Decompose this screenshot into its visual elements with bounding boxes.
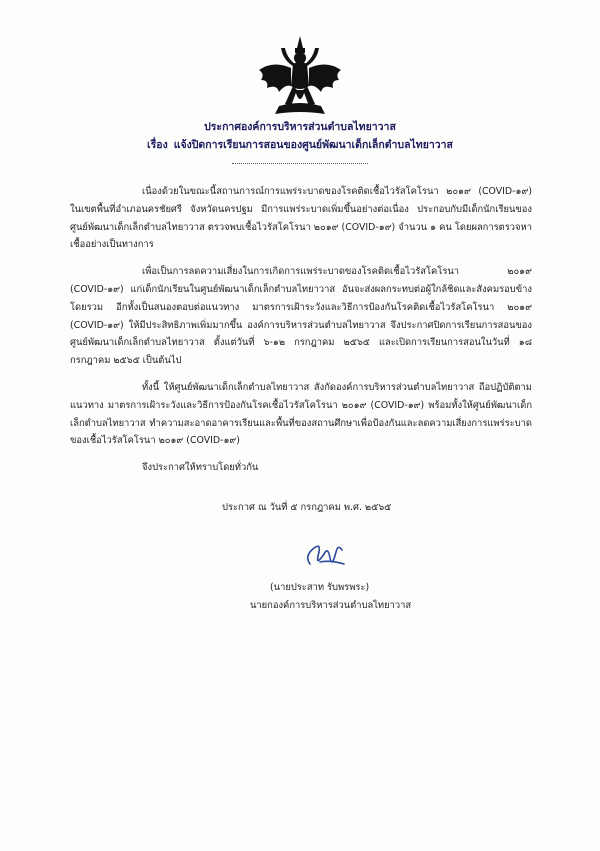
paragraph-measures: ทั้งนี้ ให้ศูนย์พัฒนาเด็กเล็กตำบลไทยาวาส สังกัดองค์การบริหารส่วนตำบลไทยาวาส ถือปฏิบัติตามแนวทาง มาตรการเฝ้าระวังและวิธีการป้องกันโรคเชื้อไวรัสโคโรนา ๒๐๑๙ (COVID-๑๙) พร้อมทั้งให้ศูนย์พัฒนาเด็กเล็กตำบลไทยาวาส ทำความสะอาดอาคารเรียนและพื้นที่ของสถานศึกษาเพื่อป้องกันและลดความเสี่ยงการแพร่ระบาดของเชื้อไวรัสโคโรนา ๒๐๑๙ (COVID-๑๙): [70, 381, 532, 447]
announcement-date: ประกาศ ณ วันที่ ๕ กรกฎาคม พ.ศ. ๒๕๖๕: [222, 502, 392, 513]
announcement-org-title: ประกาศองค์การบริหารส่วนตำบลไทยาวาส: [204, 121, 396, 133]
garuda-emblem-icon: [255, 34, 345, 119]
title-divider: [232, 163, 368, 164]
paragraph-closure: เพื่อเป็นการลดความเสี่ยงในการเกิดการแพร่ระบาดของโรคติดเชื้อไวรัสโคโรนา ๒๐๑๙ (COVID-๑๙) แก่เด็กนักเรียนในศูนย์พัฒนาเด็กเล็กตำบลไทยาวาส อันจะส่งผลกระทบต่อผู้ใกล้ชิดและสังคมรอบข้างโดยรวม อีกทั้งเป็นสนองตอบต่อแนวทาง มาตรการเฝ้าระวังและวิธีการป้องกันโรคติดเชื้อไวรัสโคโรนา ๒๐๑๙ (COVID-๑๙) ให้มีประสิทธิภาพเพิ่มมากขึ้น องค์การบริหารส่วนตำบลไทยาวาส จึงประกาศปิดการเรียนการสอนของศูนย์พัฒนาเด็กเล็กตำบลไทยาวาส ตั้งแต่วันที่ ๖-๑๒ กรกฎาคม ๒๕๖๕ และเปิดการเรียนการสอนในวันที่ ๑๘ กรกฎาคม ๒๕๖๕ เป็นต้นไป: [70, 266, 532, 367]
announcement-subject: [0, 137, 600, 153]
signer-name: (นายประสาท รับพรพระ): [270, 582, 370, 593]
signature-icon: [300, 534, 350, 574]
subject-text: แจ้งปิดการเรียนการสอนของศูนย์พัฒนาเด็กเล็กตำบลไทยาวาส: [173, 139, 453, 151]
signer-position: นายกองค์การบริหารส่วนตำบลไทยาวาส: [250, 600, 412, 611]
paragraph-situation: เนื่องด้วยในขณะนี้สถานการณ์การแพร่ระบาดของโรคติดเชื้อไวรัสโคโรนา ๒๐๑๙ (COVID-๑๙) ในเขตพื้นที่อำเภอนครชัยศรี จังหวัดนครปฐม มีการแพร่ระบาดเพิ่มขึ้นอย่างต่อเนื่อง ประกอบกับมีเด็กนักเรียนของศูนย์พัฒนาเด็กเล็กตำบลไทยาวาส ตรวจพบเชื้อไวรัสโคโรนา ๒๐๑๙ (COVID-๑๙) จำนวน ๑ คน โดยผลการตรวจหาเชื้ออย่างเป็นทางการ: [70, 186, 532, 251]
closing-line: จึงประกาศให้ทราบโดยทั่วกัน: [142, 462, 259, 474]
announcement-body: [70, 183, 532, 486]
subject-label: เรื่อง: [147, 139, 168, 151]
